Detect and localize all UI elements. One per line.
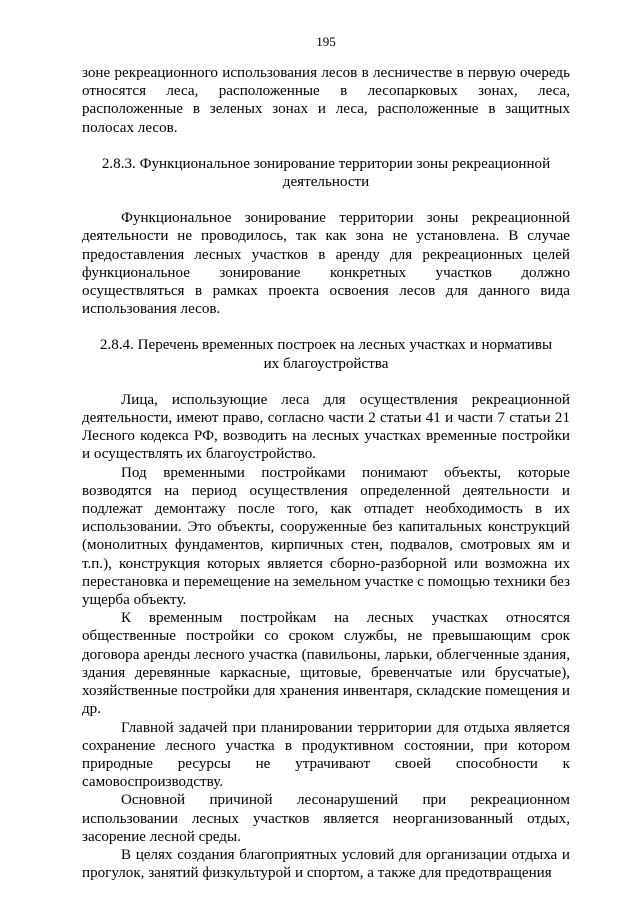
- section-heading-2-8-3: 2.8.3. Функциональное зонирование территории зоны рекреационной деятельности: [101, 155, 551, 191]
- spacer: [82, 373, 570, 391]
- section-heading-2-8-4: 2.8.4. Перечень временных построек на лесных участках и нормативы их благоустройства: [99, 337, 553, 372]
- section-2-8-4-paragraph: В целях создания благоприятных условий для организации отдыха и прогулок, занятий физкультурой и спортом, а также для предотвращения: [82, 846, 570, 882]
- section-2-8-3-paragraph: Функциональное зонирование территории зоны рекреационной деятельности не проводилось, так как зона не установлена. В случае предоставления лесных участков в аренду для рекреационных целей функциональное зонирование конкретных участков должно осуществляться в рамках проекта освоения лесов для данного вида использования лесов.: [82, 210, 570, 318]
- page-number: 195: [316, 34, 336, 49]
- intro-paragraph: зоне рекреационного использования лесов в лесничестве в первую очередь относятся леса, расположенные в лесопарковых зонах, леса, расположенные в зеленых зонах и леса, расположенные в защитных полосах лесов.: [82, 65, 570, 136]
- section-2-8-4-paragraph: Основной причиной лесонарушений при рекреационном использовании лесных участков является неорганизованный отдых, засорение лесной среды.: [82, 792, 570, 845]
- spacer: [82, 191, 570, 209]
- section-2-8-4-paragraph: К временным постройкам на лесных участках относятся общественные постройки со сроком службы, не превышающим срок договора аренды лесного участка (павильоны, ларьки, облегченные здания, здания деревянные каркасные, щитовые, бревенчатые или брусчатые), хозяйственные постройки для хранения инвентаря, складские помещения и др.: [82, 610, 570, 718]
- spacer: [82, 137, 570, 155]
- section-2-8-4-paragraph: Лица, использующие леса для осуществления рекреационной деятельности, имеют право, согласно части 2 статьи 41 и части 7 статьи 21 Лесного кодекса РФ, возводить на лесных участках временные постройки и осуществлять их благоустройство.: [82, 391, 570, 463]
- section-2-8-4-paragraph: Главной задачей при планировании территории для отдыха является сохранение лесного участка в продуктивном состоянии, при котором природные ресурсы не утрачивают своей способности к самовоспроизводству.: [82, 719, 570, 791]
- document-page: [82, 34, 570, 882]
- spacer: [82, 318, 570, 336]
- section-2-8-4-paragraph: Под временными постройками понимают объекты, которые возводятся на период осуществления определенной деятельности и подлежат демонтажу после того, как отпадет необходимость в их использовании. Это объекты, сооруженные без капитальных конструкций (монолитных фундаментов, кирпичных стен, подвалов, смотровых ям и т.п.), конструкция которых является сборно-разборной или возможна их перестановка и перемещение на земельном участке с помощью техники без ущерба объекту.: [82, 464, 570, 609]
